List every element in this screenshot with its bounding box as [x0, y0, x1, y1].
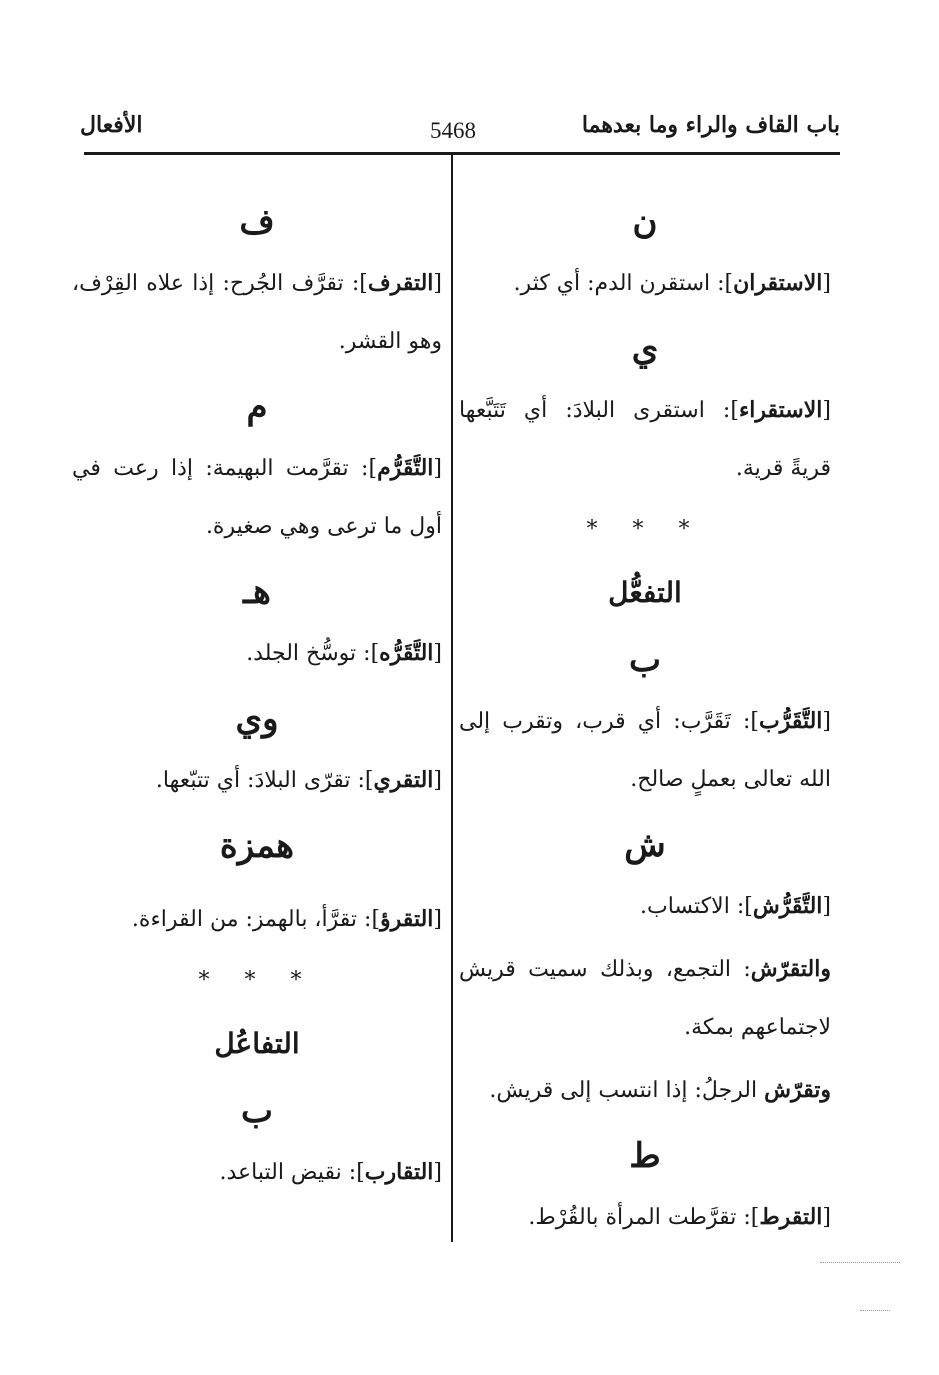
entry-taqarub: [التقارب]: نقيض التباعد. — [219, 1159, 442, 1185]
page-header — [80, 112, 840, 152]
entry-headword: التَّقَرُّش — [752, 893, 823, 919]
entry-definition: : توسُّخ الجلد. — [246, 641, 371, 666]
entry-headword: التقري — [373, 767, 434, 793]
letter-heading-ta: ط — [629, 1136, 661, 1176]
header-rule — [84, 152, 840, 155]
column-divider — [451, 152, 453, 1242]
entry-headword: التَّقَرُّه — [379, 640, 434, 666]
entry-definition: : نقيض التباعد. — [219, 1160, 357, 1185]
entry-headword: التقرط — [759, 1204, 823, 1230]
letter-heading-nun: ن — [632, 202, 658, 242]
letter-heading-ba: ب — [240, 1091, 273, 1131]
entry-taqarrub: [التَّقَرُّب]: تَقَرَّب: أي قرب، وتقرب إلى الله تعالى بعملٍ صالح. — [459, 708, 831, 792]
entry-definition: : تقرَّأ، بالهمز: من القراءة. — [131, 907, 372, 932]
entry-headword: التقرف — [367, 270, 434, 296]
entry-definition: : تقرَّف الجُرح: إذا علاه القِرْف، وهو القشر. — [72, 271, 442, 354]
entry-istiqran: [الاستقران]: استقرن الدم: أي كثر. — [513, 270, 831, 296]
entry-headword: الاستقراء — [738, 397, 823, 423]
entry-taqarrush-man — [459, 1061, 831, 1120]
entry-taqarrush: [التَّقَرُّش]: الاكتساب. — [640, 893, 831, 919]
letter-heading-shin: ش — [624, 825, 666, 865]
entry-definition: : الاكتساب. — [640, 894, 745, 919]
entry-headword: والتقرّش — [750, 956, 831, 982]
letter-heading-wy: وي — [235, 699, 279, 739]
section-separator: * * * — [198, 968, 316, 993]
spacer — [72, 878, 442, 890]
page-number: 5468 — [430, 118, 476, 143]
right-column — [459, 190, 831, 1251]
entry-taqarri: [التقري]: تقرّى البلادَ: أي تتبّعها. — [155, 767, 442, 793]
entry-taqarrum: [التَّقَرُّم]: تقرَّمت البهيمة: إذا رعت في أول ما ترعى وهي صغيرة. — [72, 455, 442, 539]
entry-definition: : التجمع، وبذلك سميت قريش لاجتماعهم بمكة. — [459, 957, 831, 1040]
entry-definition: : استقرن الدم: أي كثر. — [513, 271, 725, 296]
entry-definition: : تَقَرَّب: أي قرب، وتقرب إلى الله تعالى بعملٍ صالح. — [459, 709, 831, 792]
entry-definition: : تقرّى البلادَ: أي تتبّعها. — [155, 768, 365, 793]
left-column — [72, 190, 442, 1206]
entry-headword: التقرؤ — [380, 906, 434, 932]
entry-taqarrush-gathering — [459, 940, 831, 1057]
entry-taqarru: [التقرؤ]: تقرَّأ، بالهمز: من القراءة. — [131, 906, 442, 932]
running-head-chapter: باب القاف والراء وما بعدهما — [581, 112, 840, 138]
entry-definition: : استقرى البلادَ: أي تَتَبَّعها قريةً قرية. — [459, 398, 831, 481]
entry-istiqra: [الاستقراء]: استقرى البلادَ: أي تَتَبَّعها قريةً قرية. — [459, 397, 831, 481]
entry-headword: التَّقَرُّم — [377, 455, 434, 481]
running-head-section: الأفعال — [80, 112, 143, 138]
entry-definition: : تقرَّطت المرأة بالقُرْط. — [528, 1205, 751, 1230]
letter-heading-ba: ب — [628, 640, 661, 680]
section-heading-tafaul: التفعُّل — [608, 576, 682, 609]
entry-headword: الاستقران — [733, 270, 823, 296]
section-separator: * * * — [586, 517, 704, 542]
letter-heading-mim: م — [246, 387, 268, 427]
letter-heading-ya: ي — [631, 329, 659, 369]
entry-taqarrut: [التقرط]: تقرَّطت المرأة بالقُرْط. — [528, 1204, 831, 1230]
entry-taqarruf: [التقرف]: تقرَّف الجُرح: إذا علاه القِرْف، وهو القشر. — [72, 270, 442, 354]
scan-artifact — [820, 1262, 900, 1263]
letter-heading-hamza: همزة — [219, 826, 295, 866]
letter-heading-fa: ف — [239, 202, 275, 242]
entry-headword: التَّقَرُّب — [758, 708, 823, 734]
section-heading-tafaul: التفاعُل — [214, 1027, 300, 1060]
entry-definition: : تقرَّمت البهيمة: إذا رعت في أول ما ترعى وهي صغيرة. — [72, 456, 442, 539]
entry-headword: التقارب — [364, 1159, 434, 1185]
entry-definition: الرجلُ: إذا انتسب إلى قريش. — [489, 1078, 765, 1103]
letter-heading-ha: هـ — [243, 572, 271, 612]
entry-headword: وتقرّش — [764, 1077, 831, 1103]
entry-taqarruh: [التَّقَرُّه]: توسُّخ الجلد. — [246, 640, 442, 666]
scan-artifact — [860, 1310, 890, 1311]
